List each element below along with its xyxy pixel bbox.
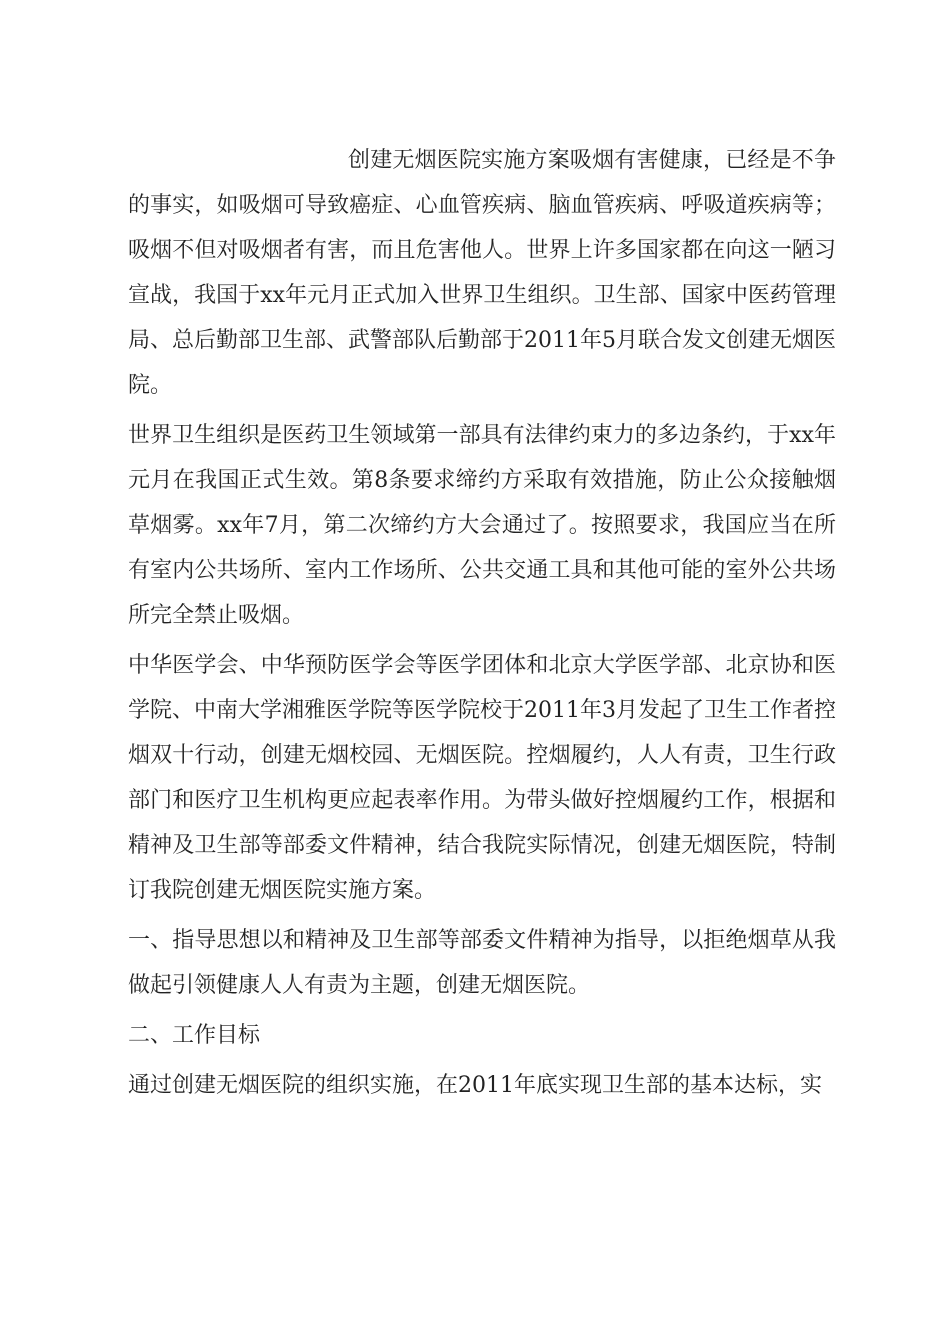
document-body xyxy=(128,138,836,1113)
paragraph-tobacco-control-action: 中华医学会、中华预防医学会等医学团体和北京大学医学部、北京协和医学院、中南大学湘雅医学院等医学院校于2011年3月发起了卫生工作者控烟双十行动，创建无烟校园、无烟医院。控烟履约，人人有责，卫生行政部门和医疗卫生机构更应起表率作用。为带头做好控烟履约工作，根据和精神及卫生部等部委文件精神，结合我院实际情况，创建无烟医院，特制订我院创建无烟医院实施方案。 xyxy=(128,653,836,903)
paragraph-intro: 创建无烟医院实施方案吸烟有害健康，已经是不争的事实，如吸烟可导致癌症、心血管疾病、脑血管疾病、呼吸道疾病等；吸烟不但对吸烟者有害，而且危害他人。世界上许多国家都在向这一陋习宣战，我国于xx年元月正式加入世界卫生组织。卫生部、国家中医药管理局、总后勤部卫生部、武警部队后勤部于2011年5月联合发文创建无烟医院。 xyxy=(128,148,836,398)
paragraph-who-convention: 世界卫生组织是医药卫生领域第一部具有法律约束力的多边条约，于xx年元月在我国正式生效。第8条要求缔约方采取有效措施，防止公众接触烟草烟雾。xx年7月，第二次缔约方大会通过了。按照要求，我国应当在所有室内公共场所、室内工作场所、公共交通工具和其他可能的室外公共场所完全禁止吸烟。 xyxy=(128,423,836,628)
paragraph-work-goals: 通过创建无烟医院的组织实施，在2011年底实现卫生部的基本达标，实 xyxy=(128,1073,822,1098)
paragraph-guiding-principle: 一、指导思想以和精神及卫生部等部委文件精神为指导，以拒绝烟草从我做起引领健康人人有责为主题，创建无烟医院。 xyxy=(128,928,836,998)
section-heading-work-goals: 二、工作目标 xyxy=(128,1023,261,1048)
